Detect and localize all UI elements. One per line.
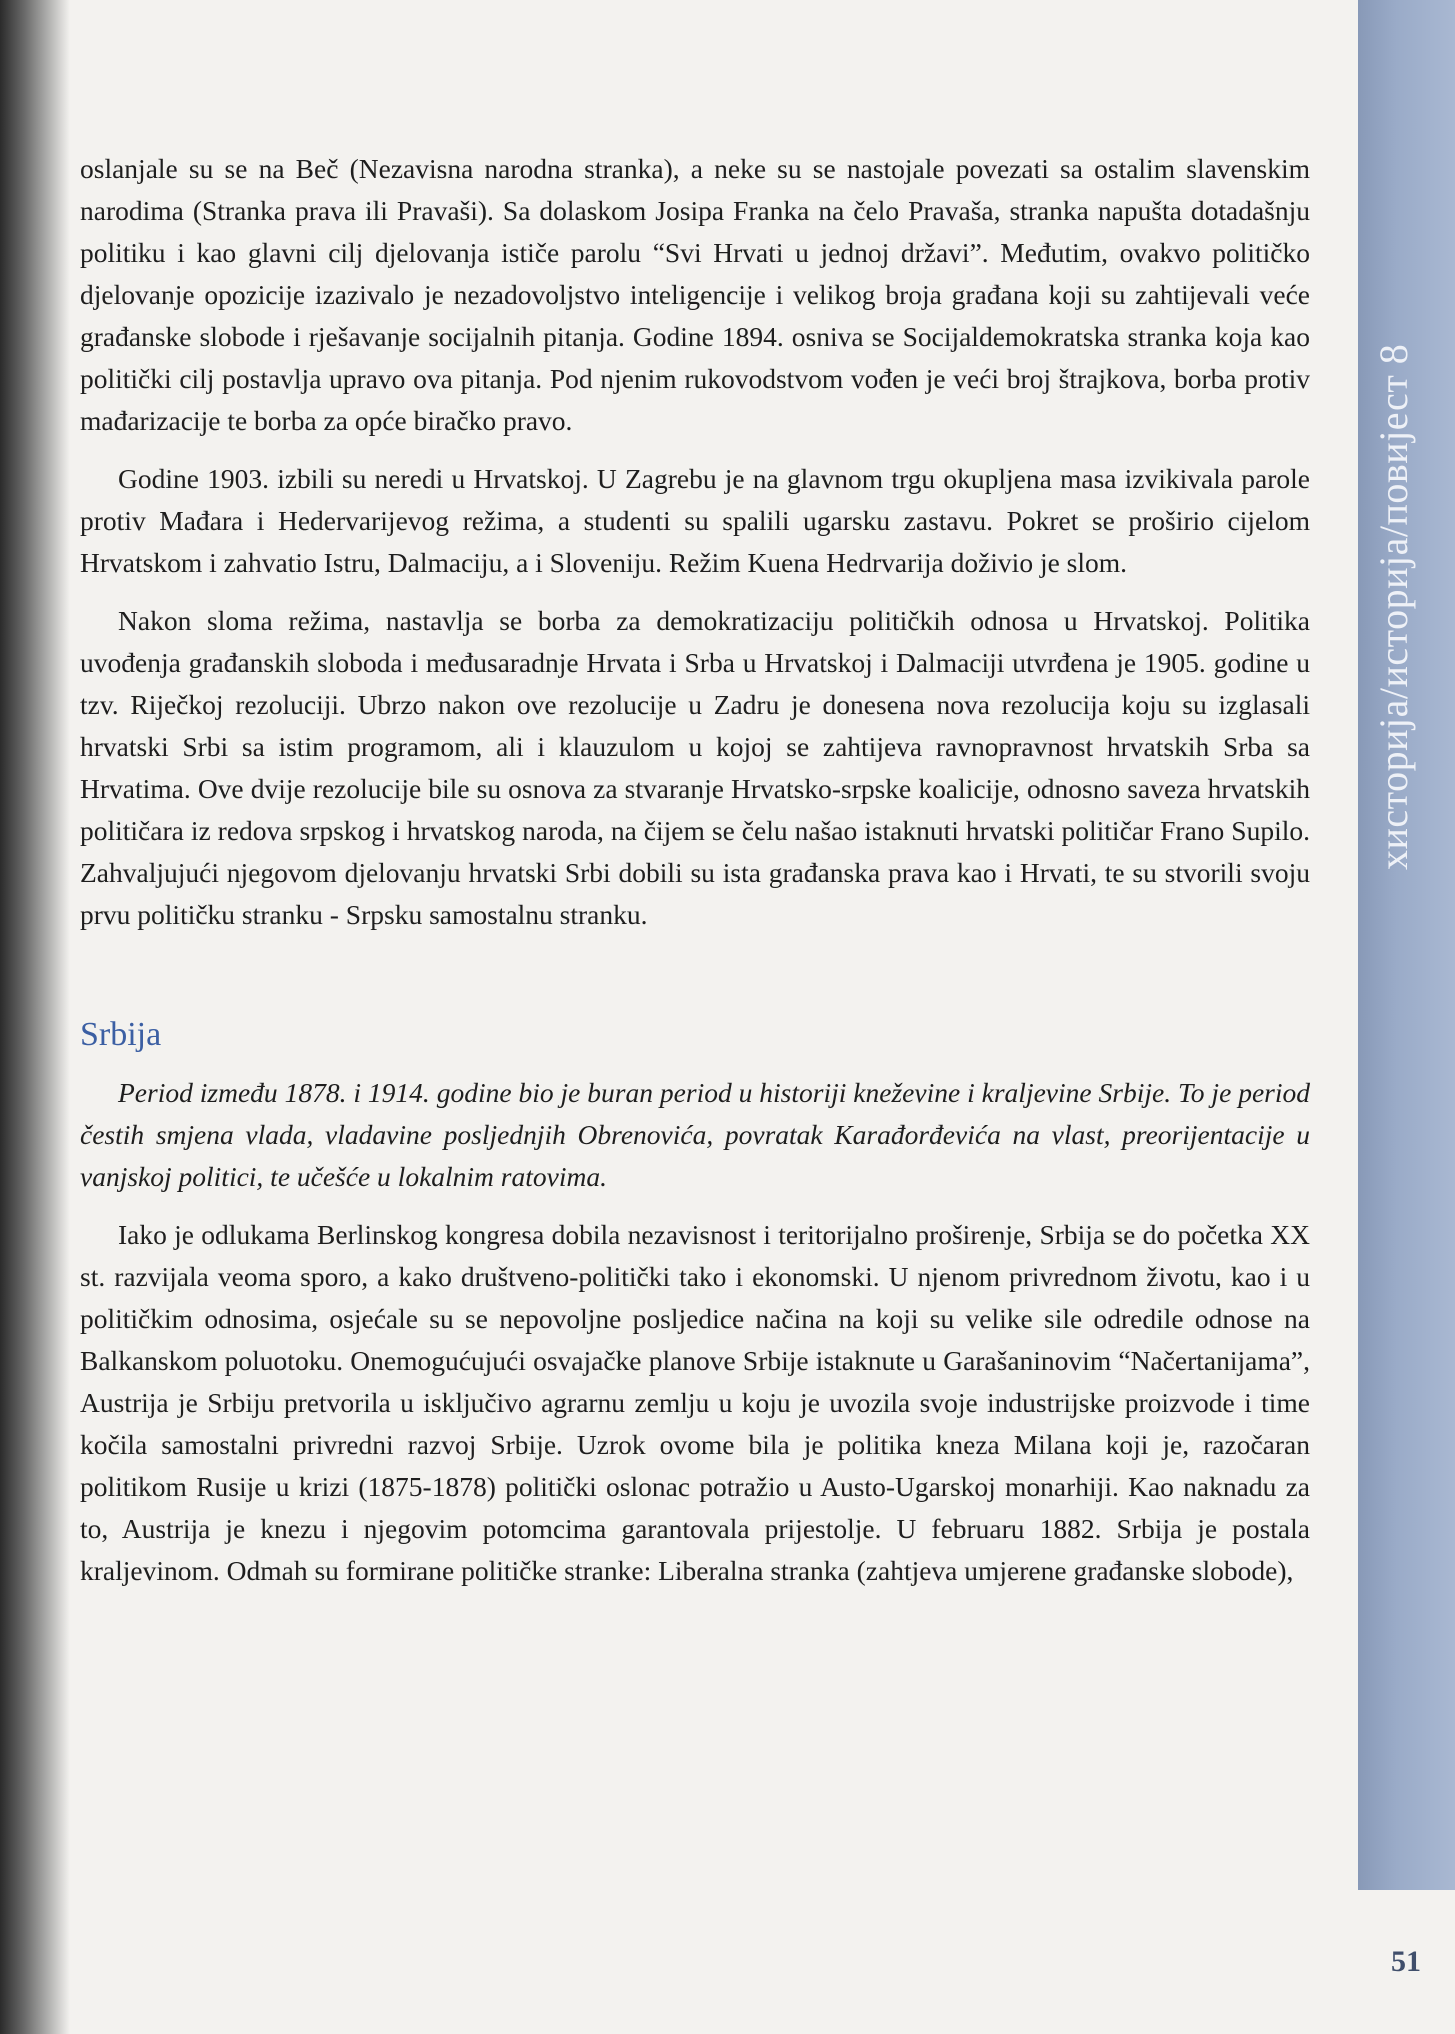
book-gutter-shadow (0, 0, 70, 2034)
section-body: Iako je odlukama Berlinskog kongresa dobila nezavisnost i teritorijalno proširenje, Srbija se do početka XX st. razvijala veoma sporo, a kako društveno-politički tako i ekonomski. U njenom privrednom životu, kao i u političkim odnosima, osjećale su se nepovoljne posljedice načina na koji su velike sile odredile odnose na Balkanskom poluotoku. Onemogućujući osvajačke planove Srbije istaknute u Garašaninovim “Načertanijama”, Austrija je Srbiju pretvorila u isključivo agrarnu zemlju u koju je uvozila svoje industrijske proizvode i time kočila samostalni privredni razvoj Srbije. Uzrok ovome bila je politika kneza Milana koji je, razočaran politikom Rusije u krizi (1875-1878) politički oslonac potražio u Austo-Ugarskoj monarhiji. Kao naknadu za to, Austrija je knezu i njegovim potomcima garantovala prijestolje. U februaru 1882. Srbija je postala kraljevinom. Odmah su formirane političke stranke: Liberalna stranka (zahtjeva umjerene građanske slobode), (80, 1219, 1310, 1586)
chapter-side-tab-label: хисторија/историја/повијест 8 (1371, 343, 1416, 870)
section-intro: Period između 1878. i 1914. godine bio je buran period u historiji kneževine i kraljevine Srbije. To je period čestih smjena vlada, vladavine posljednjih Obrenovića, povratak Karađorđevića na vlast, preorijentacije u vanjskoj politici, te učešće u lokalnim ratovima. (80, 1077, 1310, 1192)
paragraph-1: oslanjale su se na Beč (Nezavisna narodna stranka), a neke su se nastojale povezati sa ostalim slavenskim narodima (Stranka prava ili Pravaši). Sa dolaskom Josipa Franka na čelo Pravaša, stranka napušta dotadašnju politiku i kao glavni cilj djelovanja ističe parolu “Svi Hrvati u jednoj državi”. Međutim, ovakvo političko djelovanje opozicije izazivalo je nezadovoljstvo inteligencije i velikog broja građana koji su zahtijevali veće građanske slobode i rješavanje socijalnih pitanja. Godine 1894. osniva se Socijaldemokratska stranka koja kao politički cilj postavlja upravo ova pitanja. Pod njenim rukovodstvom vođen je veći broj štrajkova, borba protiv mađarizacije te borba za opće biračko pravo. (80, 153, 1310, 436)
section-heading: Srbija (80, 1016, 162, 1053)
paragraph-2: Godine 1903. izbili su neredi u Hrvatskoj. U Zagrebu je na glavnom trgu okupljena masa izvikivala parole protiv Mađara i Hedervarijevog režima, a studenti su spalili ugarsku zastavu. Pokret se proširio cijelom Hrvatskom i zahvatio Istru, Dalmaciju, a i Sloveniju. Režim Kuena Hedrvarija doživio je slom. (80, 463, 1310, 578)
page-body (80, 148, 1310, 1592)
paragraph-3: Nakon sloma režima, nastavlja se borba za demokratizaciju političkih odnosa u Hrvatskoj. Politika uvođenja građanskih sloboda i međusaradnje Hrvata i Srba u Hrvatskoj i Dalmaciji utvrđena je 1905. godine u tzv. Riječkoj rezoluciji. Ubrzo nakon ove rezolucije u Zadru je donesena nova rezolucija koju su izglasali hrvatski Srbi sa istim programom, ali i klauzulom u kojoj se zahtijeva ravnopravnost hrvatskih Srba sa Hrvatima. Ove dvije rezolucije bile su osnova za stvaranje Hrvatsko-srpske koalicije, odnosno saveza hrvatskih političara iz redova srpskog i hrvatskog naroda, na čijem se čelu našao istaknuti hrvatski političar Frano Supilo. Zahvaljujući njegovom djelovanju hrvatski Srbi dobili su ista građanska prava kao i Hrvati, te su stvorili svoju prvu političku stranku - Srpsku samostalnu stranku. (80, 605, 1310, 930)
page-number: 51 (1391, 1945, 1421, 1978)
